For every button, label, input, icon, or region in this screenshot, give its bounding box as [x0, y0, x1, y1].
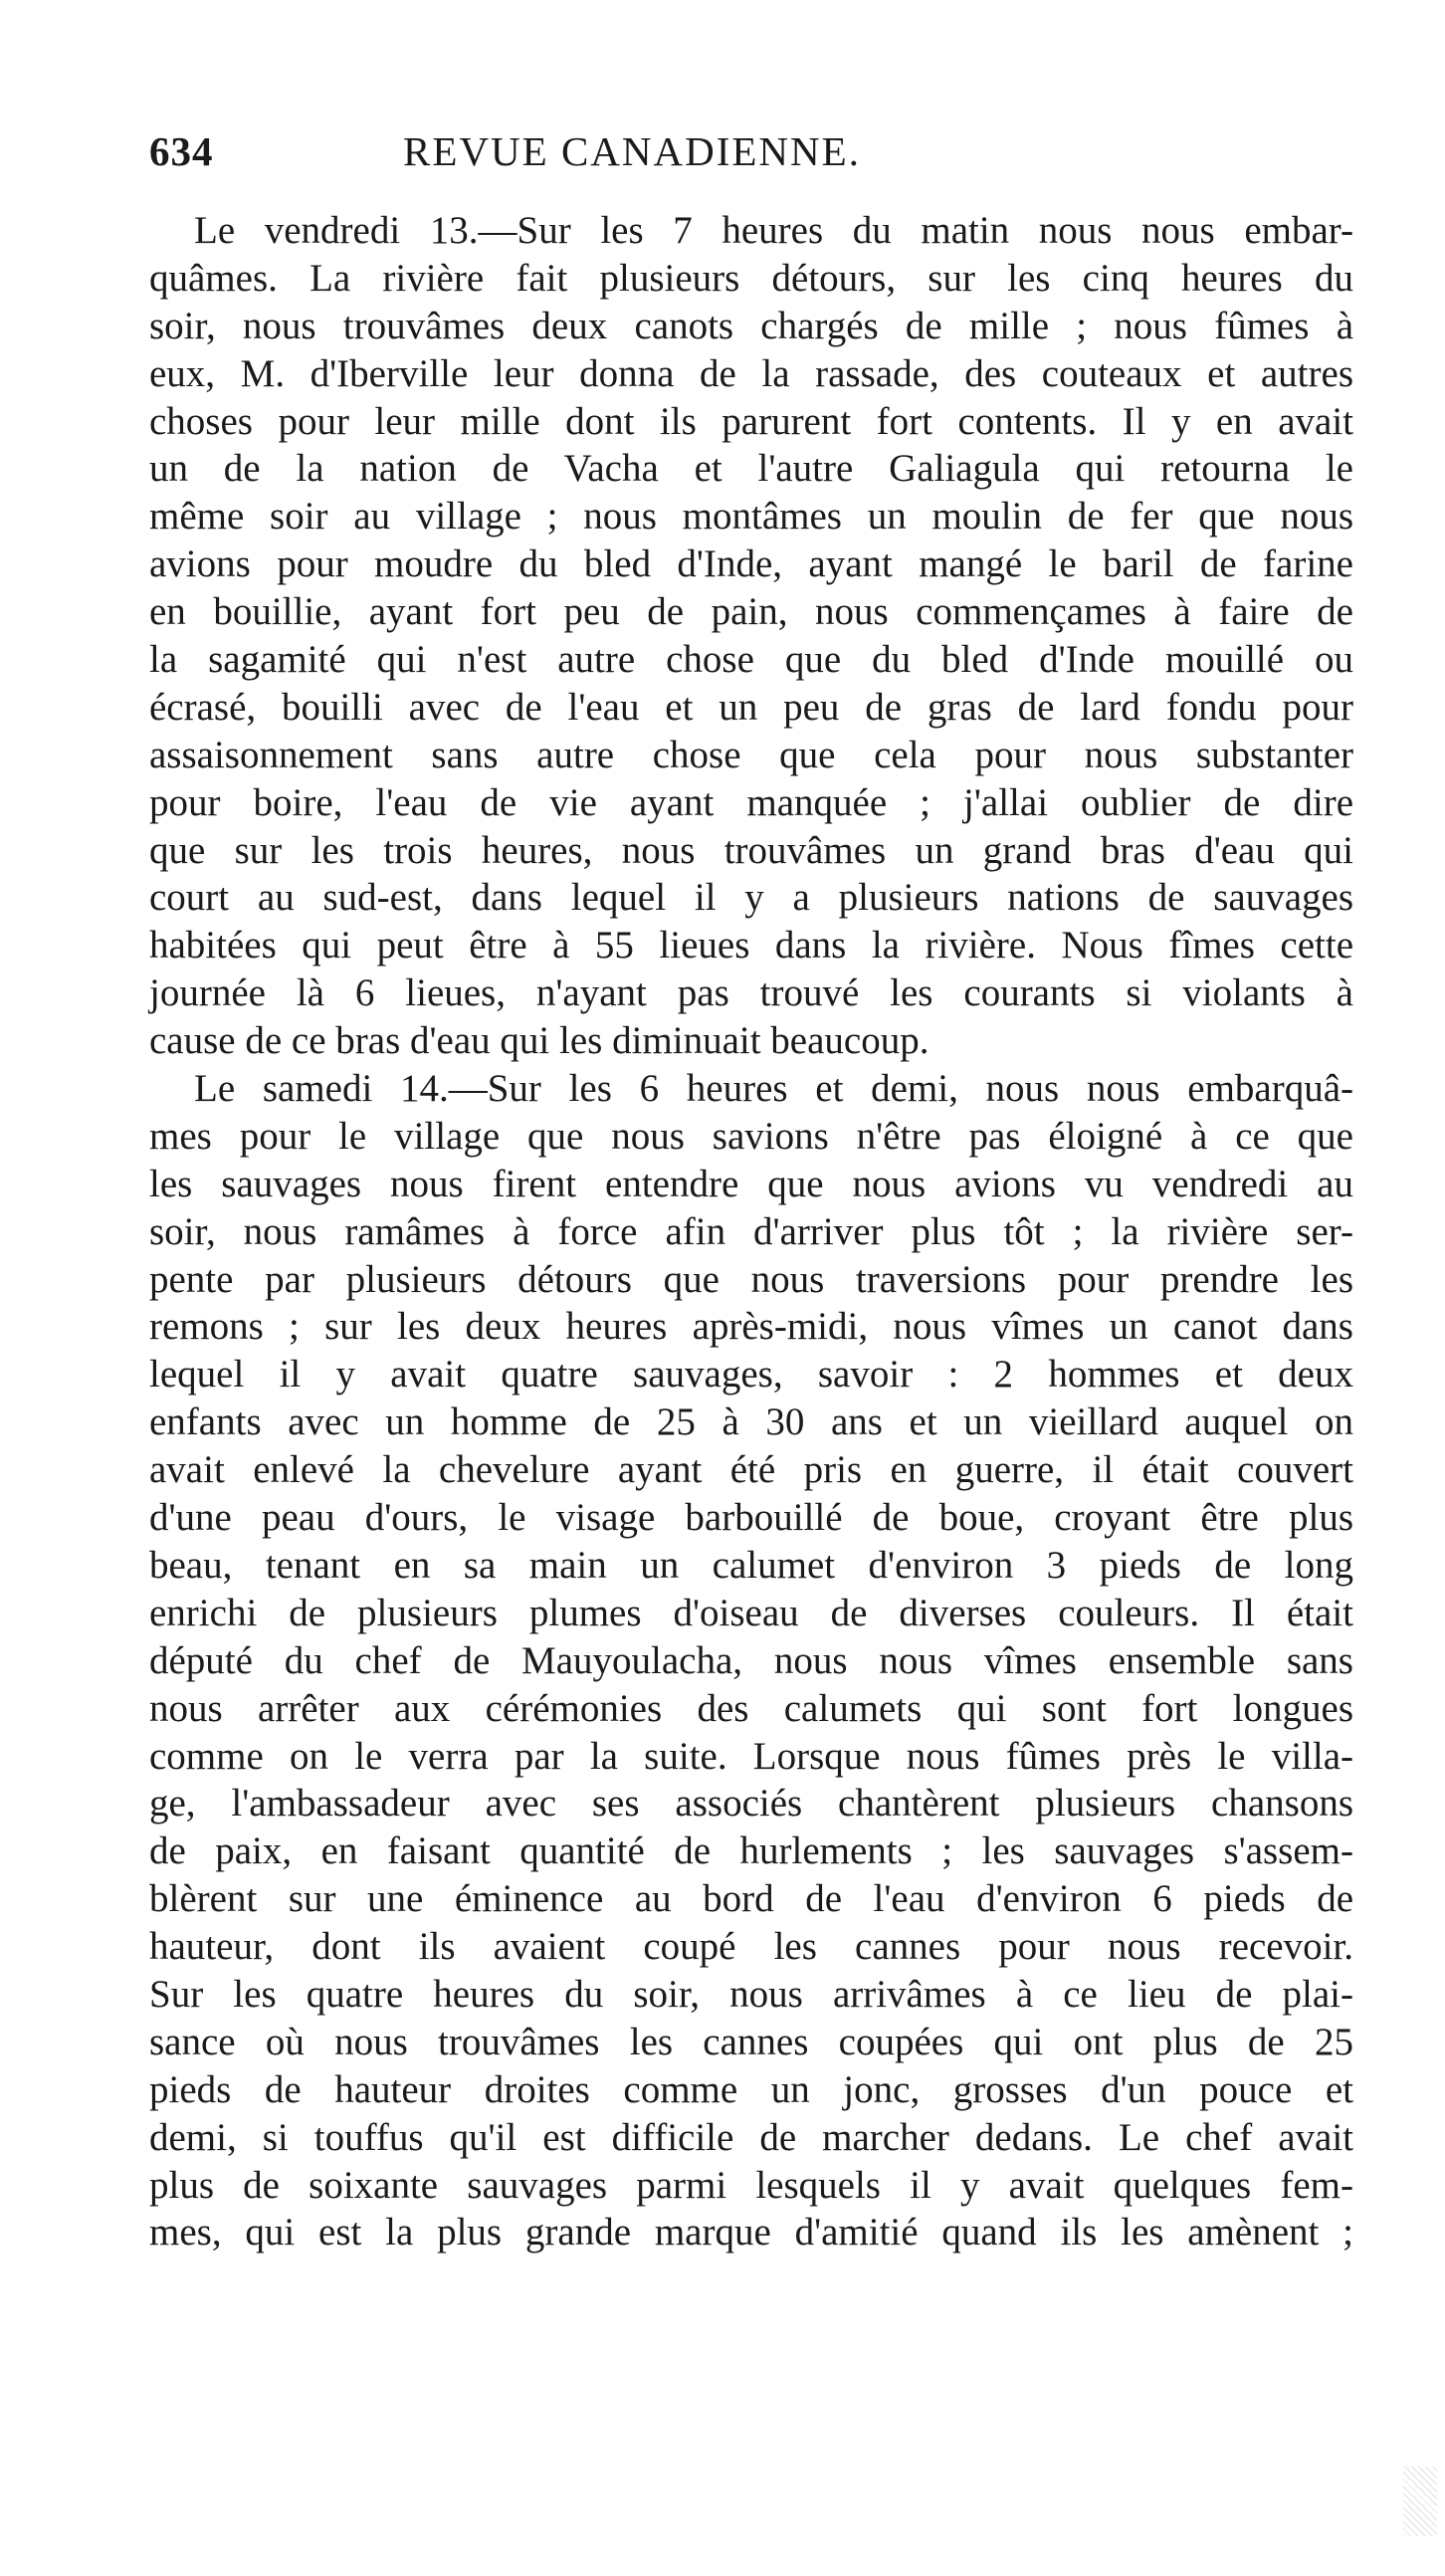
text-line: lequel il y avait quatre sauvages, savoir : 2 hommes et deux [149, 1353, 1353, 1396]
text-line: ge, l'ambassadeur avec ses associés chantèrent plusieurs chansons [149, 1782, 1353, 1825]
paragraph-samedi [149, 1065, 1353, 2256]
text-line: enrichi de plusieurs plumes d'oiseau de diverses couleurs. Il était [149, 1591, 1353, 1634]
text-line: même soir au village ; nous montâmes un moulin de fer que nous [149, 495, 1353, 538]
text-line: avait enlevé la chevelure ayant été pris en guerre, il était couvert [149, 1448, 1353, 1492]
text-line: député du chef de Mauyoulacha, nous nous vîmes ensemble sans [149, 1638, 1353, 1682]
text-line: Sur les quatre heures du soir, nous arrivâmes à ce lieu de plai- [149, 1972, 1353, 2016]
paragraph-vendredi [149, 207, 1353, 1065]
text-line: quâmes. La rivière fait plusieurs détours, sur les cinq heures du [149, 256, 1353, 300]
text-line: que sur les trois heures, nous trouvâmes un grand bras d'eau qui [149, 828, 1353, 872]
text-line: cause de ce bras d'eau qui les diminuait beaucoup. [149, 1019, 929, 1063]
text-line: enfants avec un homme de 25 à 30 ans et un vieillard auquel on [149, 1400, 1353, 1444]
text-line: blèrent sur une éminence au bord de l'eau d'environ 6 pieds de [149, 1877, 1353, 1921]
text-line: pieds de hauteur droites comme un jonc, grosses d'un pouce et [149, 2067, 1353, 2111]
text-line: avions pour moudre du bled d'Inde, ayant mangé le baril de farine [149, 542, 1353, 586]
text-line: plus de soixante sauvages parmi lesquels il y avait quelques fem- [149, 2163, 1353, 2207]
running-title: REVUE CANADIENNE. [403, 128, 861, 174]
text-line: la sagamité qui n'est autre chose que du bled d'Inde mouillé ou [149, 638, 1353, 682]
text-line: choses pour leur mille dont ils parurent fort contents. Il y en avait [149, 399, 1353, 443]
text-line: habitées qui peut être à 55 lieues dans la rivière. Nous fîmes cette [149, 924, 1353, 967]
paper-speck [1403, 2467, 1437, 2536]
text-line: mes pour le village que nous savions n'être pas éloigné à ce que [149, 1114, 1353, 1158]
text-line: mes, qui est la plus grande marque d'amitié quand ils les amènent ; [149, 2211, 1353, 2254]
text-line: les sauvages nous firent entendre que nous avions vu vendredi au [149, 1162, 1353, 1205]
text-line: écrasé, bouilli avec de l'eau et un peu de gras de lard fondu pour [149, 685, 1353, 729]
text-line: Le samedi 14.—Sur les 6 heures et demi, nous nous embarquâ- [194, 1067, 1353, 1111]
text-line: pente par plusieurs détours que nous traversions pour prendre les [149, 1257, 1353, 1301]
text-line: remons ; sur les deux heures après-midi, nous vîmes un canot dans [149, 1305, 1353, 1349]
text-line: court au sud-est, dans lequel il y a plusieurs nations de sauvages [149, 876, 1353, 920]
text-line: beau, tenant en sa main un calumet d'environ 3 pieds de long [149, 1543, 1353, 1587]
text-line: sance où nous trouvâmes les cannes coupées qui ont plus de 25 [149, 2020, 1353, 2063]
text-line: d'une peau d'ours, le visage barbouillé de boue, croyant être plus [149, 1496, 1353, 1540]
running-head [149, 127, 1045, 177]
text-line: demi, si touffus qu'il est difficile de marcher dedans. Le chef avait [149, 2115, 1353, 2159]
page-number: 634 [149, 128, 214, 174]
text-line: journée là 6 lieues, n'ayant pas trouvé les courants si violants à [149, 971, 1353, 1015]
text-line: nous arrêter aux cérémonies des calumets qui sont fort longues [149, 1686, 1353, 1730]
text-line: en bouillie, ayant fort peu de pain, nous commençames à faire de [149, 590, 1353, 634]
text-line: assaisonnement sans autre chose que cela pour nous substanter [149, 733, 1353, 776]
text-line: comme on le verra par la suite. Lorsque nous fûmes près le villa- [149, 1734, 1353, 1778]
text-line: de paix, en faisant quantité de hurlements ; les sauvages s'assem- [149, 1829, 1353, 1873]
text-line: soir, nous trouvâmes deux canots chargés de mille ; nous fûmes à [149, 304, 1353, 347]
text-line: hauteur, dont ils avaient coupé les cannes pour nous recevoir. [149, 1925, 1353, 1969]
text-line: soir, nous ramâmes à force afin d'arriver plus tôt ; la rivière ser- [149, 1209, 1353, 1253]
text-line: pour boire, l'eau de vie ayant manquée ; j'allai oublier de dire [149, 780, 1353, 824]
text-line: un de la nation de Vacha et l'autre Galiagula qui retourna le [149, 447, 1353, 491]
text-line: Le vendredi 13.—Sur les 7 heures du matin nous nous embar- [194, 209, 1353, 252]
body-text [149, 207, 1353, 2256]
text-line: eux, M. d'Iberville leur donna de la rassade, des couteaux et autres [149, 351, 1353, 395]
